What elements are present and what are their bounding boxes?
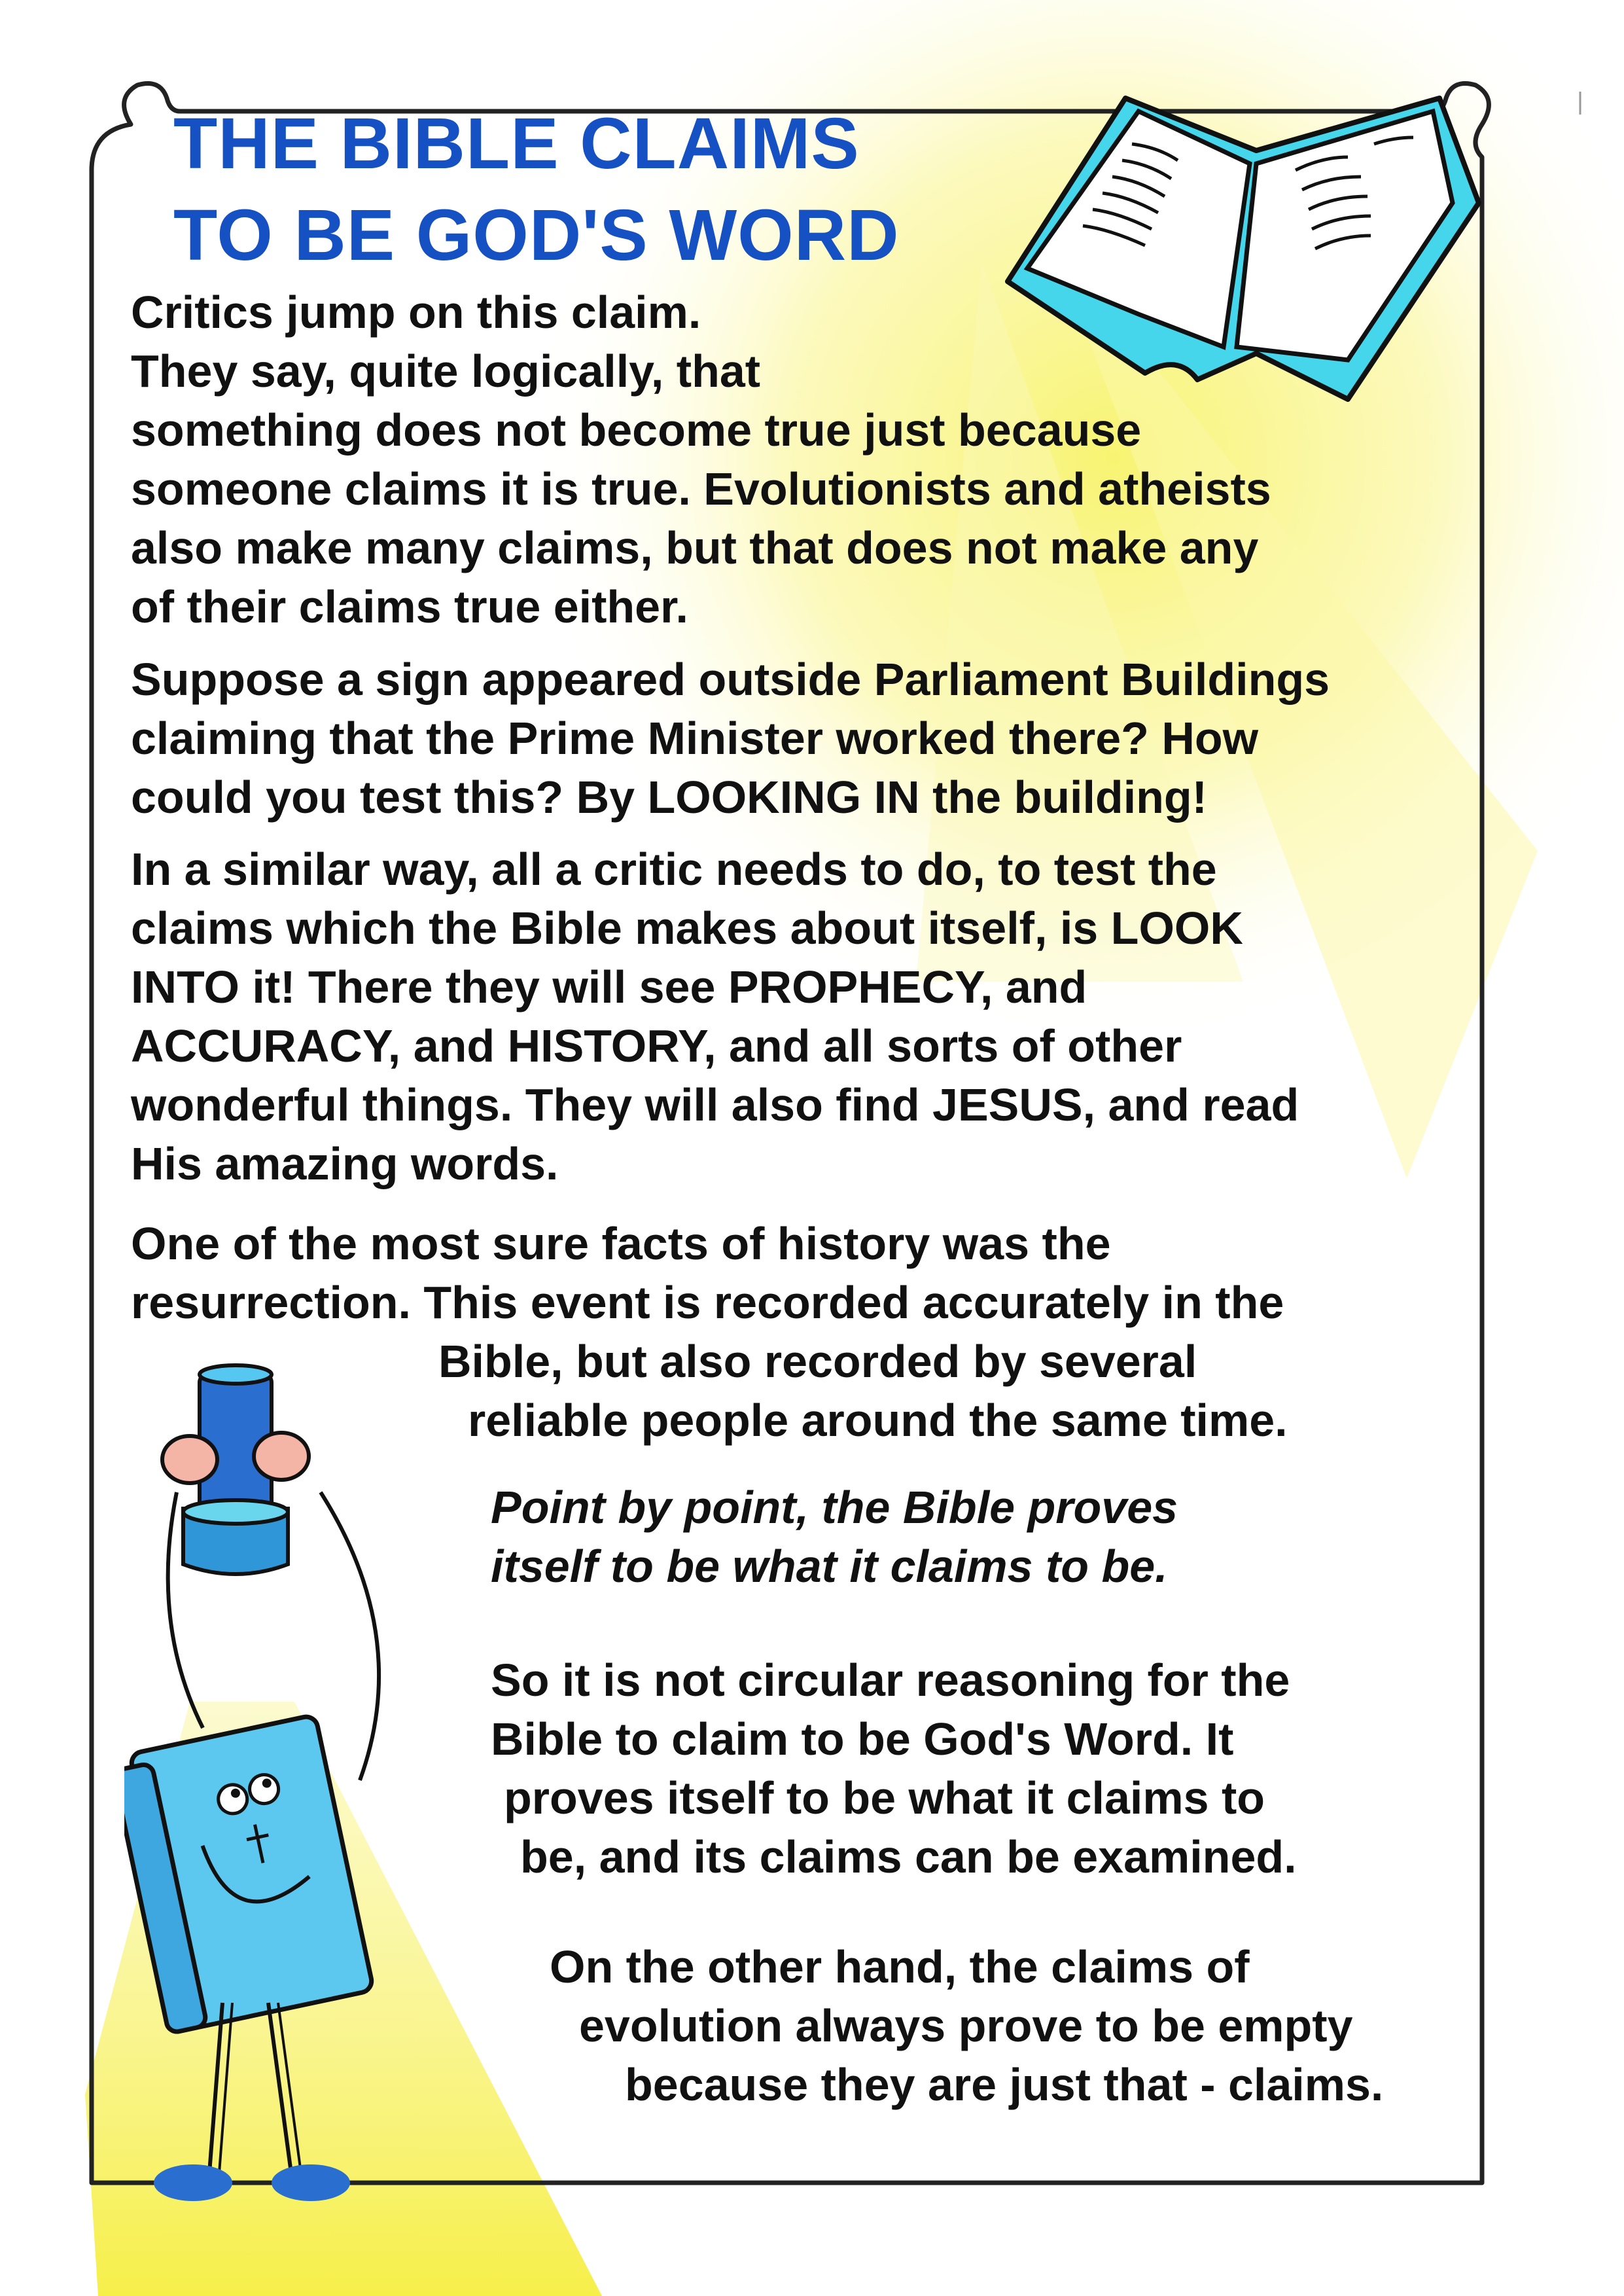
text-line: something does not become true just because [131, 404, 1142, 456]
text-line: In a similar way, all a critic needs to do, to test the [131, 844, 1217, 895]
text-line: They say, quite logically, that [131, 346, 761, 397]
text-line: One of the most sure facts of history was the [131, 1218, 1111, 1269]
paragraph-critics [131, 283, 1271, 636]
paragraph-circular-reasoning [491, 1651, 1297, 1886]
text-line: proves itself to be what it claims to [504, 1772, 1265, 1823]
hand-icon [254, 1433, 309, 1480]
text-line: ACCURACY, and HISTORY, and all sorts of other [131, 1020, 1182, 1071]
text-line: also make many claims, but that does not make any [131, 522, 1259, 573]
text-line: claims which the Bible makes about itself, is LOOK [131, 903, 1243, 954]
text-line: Point by point, the Bible proves [491, 1482, 1178, 1533]
title-line: THE BIBLE CLAIMS [173, 103, 860, 184]
text-line: of their claims true either. [131, 581, 688, 632]
text-line: reliable people around the same time. [468, 1395, 1288, 1446]
paragraph-parliament [131, 650, 1330, 827]
bible-character-body [124, 1715, 374, 2034]
text-line: evolution always prove to be empty [579, 2000, 1353, 2051]
text-line: itself to be what it claims to be. [491, 1541, 1168, 1592]
title-line: TO BE GOD'S WORD [173, 195, 900, 276]
text-line: Bible, but also recorded by several [438, 1336, 1197, 1387]
page-title [173, 98, 900, 281]
text-line: could you test this? By LOOKING IN the building! [131, 772, 1207, 823]
text-line: Critics jump on this claim. [131, 287, 701, 338]
foot-icon [272, 2164, 350, 2201]
text-line: Bible to claim to be God's Word. It [491, 1713, 1234, 1765]
text-line: wonderful things. They will also find JESUS, and read [131, 1079, 1299, 1130]
hand-icon [162, 1436, 217, 1483]
paragraph-other-hand [550, 1937, 1383, 2114]
text-line: His amazing words. [131, 1138, 559, 1189]
foot-icon [154, 2164, 232, 2201]
text-line: On the other hand, the claims of [550, 1941, 1250, 1992]
text-line: INTO it! There they will see PROPHECY, and [131, 961, 1087, 1013]
text-line: So it is not circular reasoning for the [491, 1655, 1290, 1706]
text-line: resurrection. This event is recorded accurately in the [131, 1277, 1284, 1328]
text-line: be, and its claims can be examined. [520, 1831, 1297, 1882]
paragraph-point-by-point [491, 1478, 1178, 1596]
text-line: because they are just that - claims. [625, 2059, 1384, 2110]
bible-character-with-flashlight [124, 1361, 491, 2212]
text-line: someone claims it is true. Evolutionists and atheists [131, 463, 1271, 514]
text-line: Suppose a sign appeared outside Parliament Buildings [131, 654, 1330, 705]
paragraph-look-into [131, 840, 1299, 1193]
text-line: claiming that the Prime Minister worked there? How [131, 713, 1259, 764]
